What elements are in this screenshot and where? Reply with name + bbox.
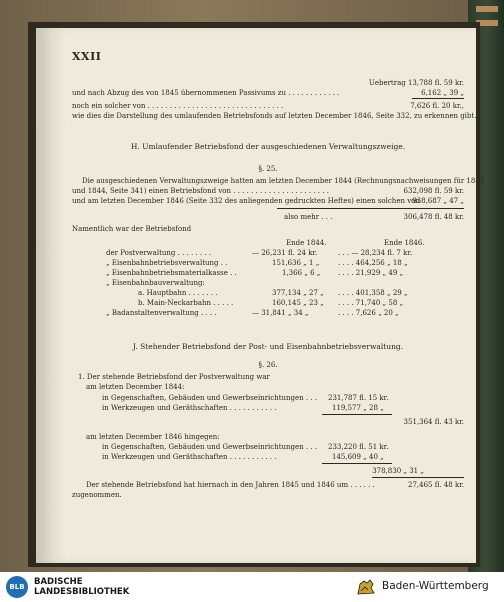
rule <box>322 463 392 464</box>
section-j-heading: J. Stehender Betriebsfond der Post- und Eisenbahnbetriebsverwaltung. <box>132 342 404 351</box>
section-h-text: und 1844, Seite 341) einen Betriebsfond von . . . . . . . . . . . . . . . . . . . . . . 632,098 fl. 59 kr. <box>72 187 464 195</box>
section-j-text: zugenommen. <box>72 491 122 499</box>
rule <box>412 98 464 99</box>
blb-logo-icon: BLB <box>6 576 28 598</box>
rule <box>372 477 464 478</box>
paragraph-25-label: §. 25. <box>258 165 278 173</box>
rule <box>277 208 464 209</box>
footer-bar <box>0 572 504 602</box>
namentlich-line: Namentlich war der Betriebsfond <box>72 225 192 233</box>
page-number: XXII <box>72 50 102 63</box>
rule <box>322 414 392 415</box>
section-h-text: und am letzten December 1846 (Seite 332 des anliegenden gedruckten Heftes) einen solchen von 938,687 „ 47 „ <box>72 197 464 205</box>
library-name: BADISCHE LANDESBIBLIOTHEK <box>34 577 130 597</box>
state-name: Baden-Württemberg <box>382 580 489 592</box>
passive-deduction-line: und nach Abzug des von 1845 übernommenen Passivums zu . . . . . . . . . . . . 6,162 „ 39 „ <box>72 89 464 97</box>
reference-line: wie dies die Darstellung des umlaufenden Betriebsfonds auf letzten December 1846, Seite 332, zu erkennen gibt. <box>72 112 477 120</box>
section-h-heading: H. Umlaufender Betriebsfond der ausgeschiedenen Verwaltungszweige. <box>130 142 406 151</box>
baden-wuerttemberg-lion-icon <box>356 578 376 596</box>
page-gutter-shadow <box>36 28 66 563</box>
section-h-text: Die ausgeschiedenen Verwaltungszweige hatten am letzten December 1844 (Rechnungsnachweisungen für 1843 <box>82 177 485 185</box>
paragraph-26-label: §. 26. <box>258 361 278 369</box>
remaining-line: noch ein solcher von . . . . . . . . . . . . . . . . . . . . . . . . . . . . . . . 7,626 fl. 20 kr., <box>72 102 464 110</box>
spine-stripe <box>476 6 498 12</box>
